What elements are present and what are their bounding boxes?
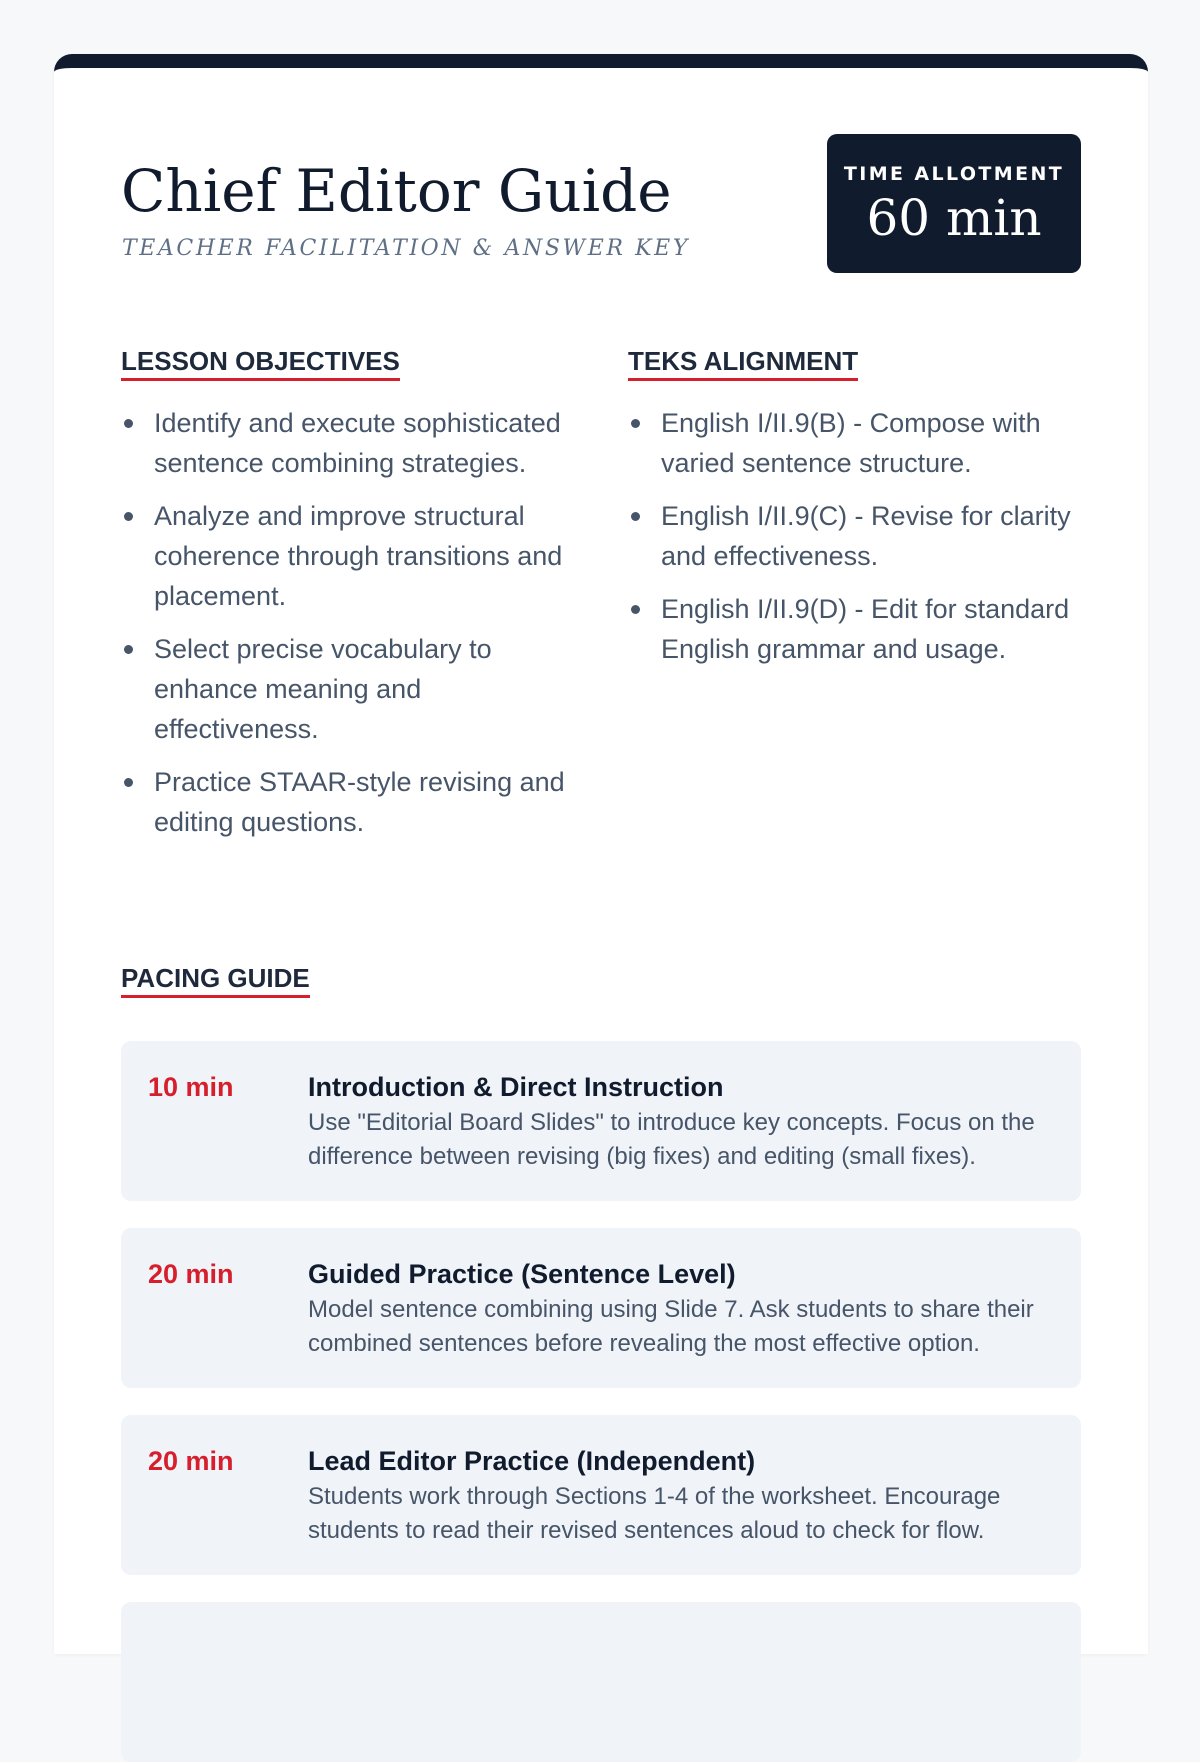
teks-text: English I/II.9(B) - Compose with varied sentence structure. (661, 408, 1041, 478)
page-subtitle: TEACHER FACILITATION & ANSWER KEY (122, 236, 690, 261)
pacing-heading: PACING GUIDE (121, 961, 310, 998)
bullet-icon (631, 605, 640, 614)
teks-item (628, 496, 1088, 576)
bullet-icon (124, 778, 133, 787)
bullet-icon (124, 419, 133, 428)
objective-text: Select precise vocabulary to enhance meaning and effectiveness. (154, 634, 492, 744)
teks-item (628, 589, 1088, 669)
pacing-item (121, 1041, 1081, 1201)
objective-item (121, 496, 571, 616)
pacing-time: 10 min (148, 1072, 234, 1102)
objective-item (121, 762, 571, 842)
objective-text: Practice STAAR-style revising and editing questions. (154, 767, 565, 837)
objectives-list (121, 403, 571, 855)
pacing-description: Model sentence combining using Slide 7. Ask students to share their combined sentences before revealing the most effective option. (308, 1296, 1034, 1357)
guide-card (54, 54, 1148, 1654)
objective-item (121, 629, 571, 749)
pacing-item (121, 1228, 1081, 1388)
pacing-title: Guided Practice (Sentence Level) (308, 1259, 736, 1289)
bullet-icon (124, 645, 133, 654)
time-allotment-value: 60 min (866, 189, 1042, 247)
pacing-title: Lead Editor Practice (Independent) (308, 1446, 756, 1476)
bullet-icon (631, 512, 640, 521)
pacing-item (121, 1415, 1081, 1575)
objective-item (121, 403, 571, 483)
bullet-icon (631, 419, 640, 428)
pacing-description: Students work through Sections 1-4 of the worksheet. Encourage students to read their revised sentences aloud to check for flow. (308, 1483, 1001, 1544)
teks-list (628, 403, 1088, 682)
teks-text: English I/II.9(D) - Edit for standard English grammar and usage. (661, 594, 1070, 664)
bullet-icon (124, 512, 133, 521)
pacing-time: 20 min (148, 1446, 234, 1476)
objective-text: Analyze and improve structural coherence through transitions and placement. (154, 501, 563, 611)
pacing-time: 20 min (148, 1259, 234, 1289)
pacing-description: Use "Editorial Board Slides" to introduce key concepts. Focus on the difference between revising (big fixes) and editing (small fixes). (308, 1109, 1035, 1170)
teks-text: English I/II.9(C) - Revise for clarity and effectiveness. (661, 501, 1071, 571)
time-allotment-label: TIME ALLOTMENT (843, 163, 1065, 185)
teks-item (628, 403, 1088, 483)
pacing-title: Introduction & Direct Instruction (308, 1072, 724, 1102)
time-allotment-badge (827, 134, 1081, 273)
objective-text: Identify and execute sophisticated sentence combining strategies. (154, 408, 561, 478)
page-title: Chief Editor Guide (121, 157, 672, 225)
objectives-heading: LESSON OBJECTIVES (121, 344, 400, 381)
pacing-item-partial (121, 1602, 1081, 1762)
teks-heading: TEKS ALIGNMENT (628, 344, 858, 381)
